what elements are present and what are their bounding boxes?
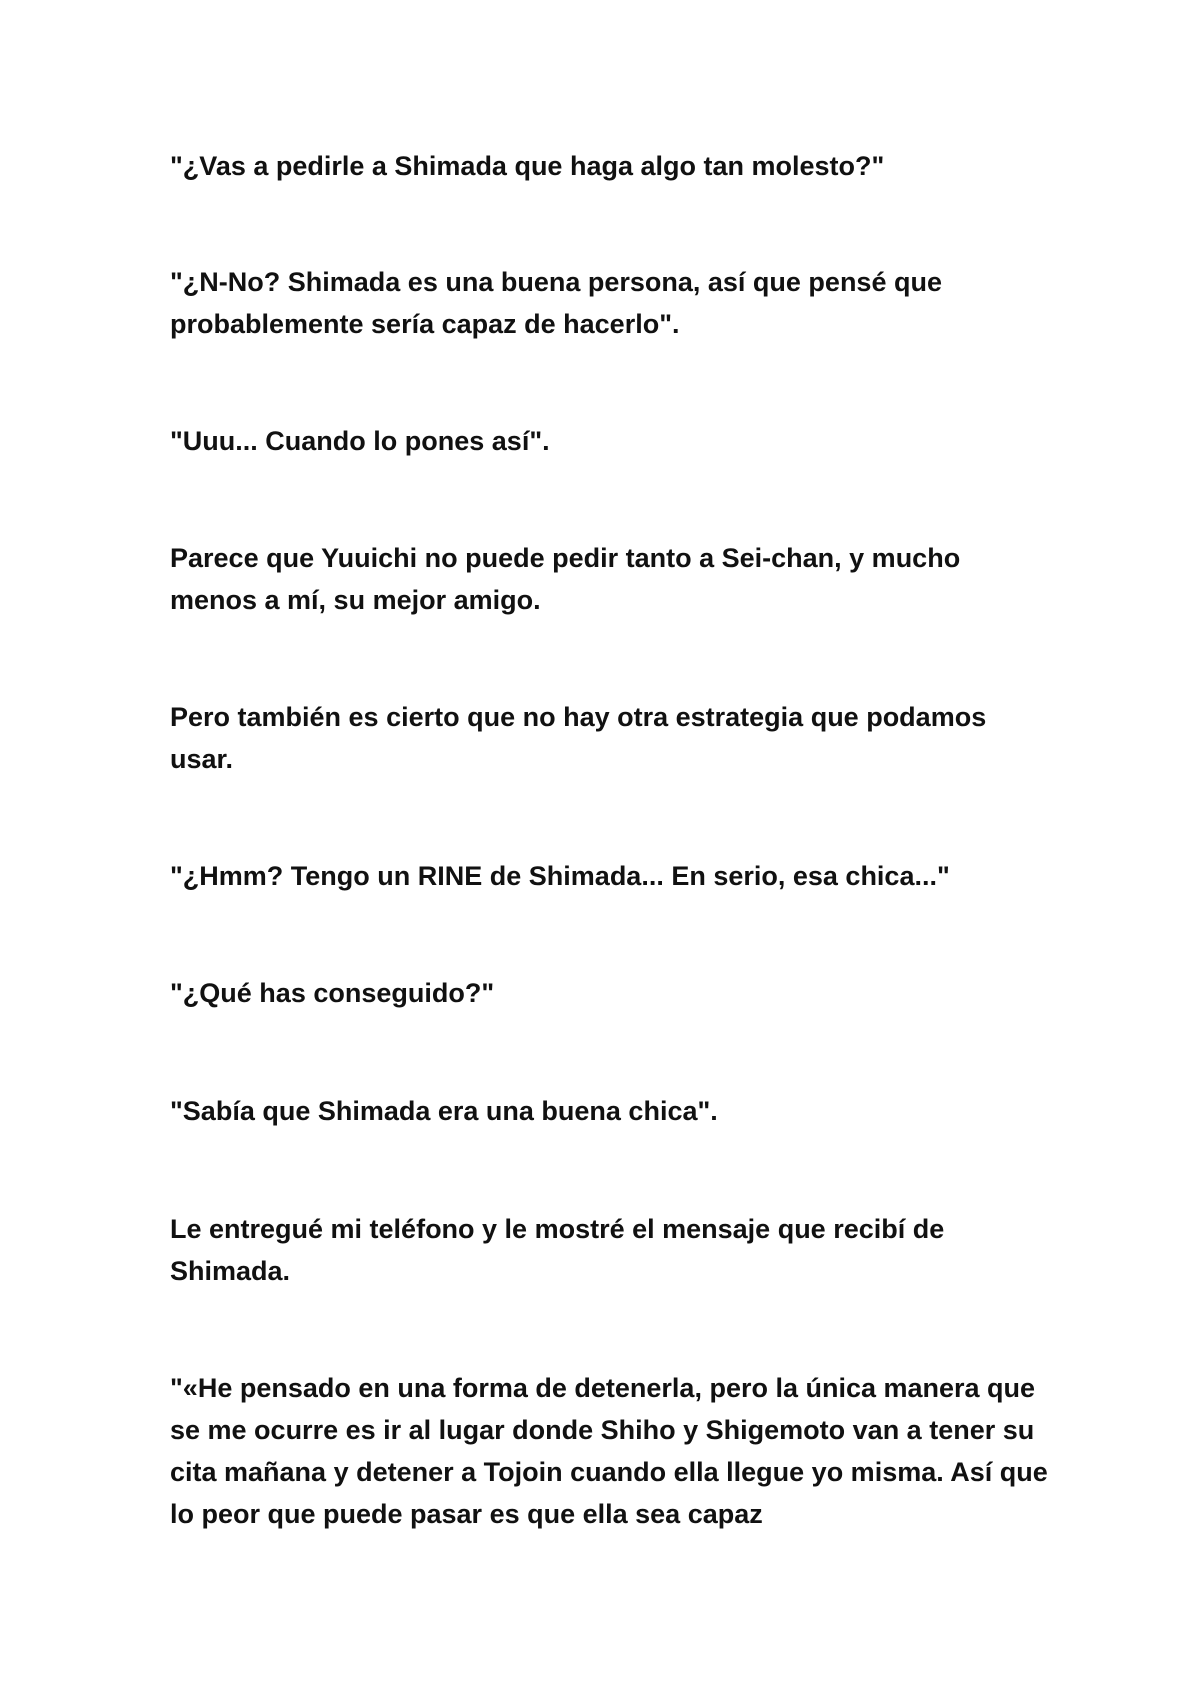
paragraph-2: "¿N-No? Shimada es una buena persona, así que pensé que probablemente sería capaz de hacerlo". bbox=[170, 267, 942, 339]
paragraph-1: "¿Vas a pedirle a Shimada que haga algo tan molesto?" bbox=[170, 151, 885, 181]
paragraph-3: "Uuu... Cuando lo pones así". bbox=[170, 426, 550, 456]
paragraph-9: Le entregué mi teléfono y le mostré el mensaje que recibí de Shimada. bbox=[170, 1214, 945, 1286]
paragraph-7: "¿Qué has conseguido?" bbox=[170, 978, 495, 1008]
paragraph-8: "Sabía que Shimada era una buena chica". bbox=[170, 1096, 718, 1126]
paragraph-10: "«He pensado en una forma de detenerla, pero la única manera que se me ocurre es ir al lugar donde Shiho y Shigemoto van a tener su cita mañana y detener a Tojoin cuando ella llegue yo misma. Así que lo peor que puede pasar es que ella sea capaz bbox=[170, 1373, 1048, 1529]
paragraph-5: Pero también es cierto que no hay otra estrategia que podamos usar. bbox=[170, 702, 987, 774]
paragraph-4: Parece que Yuuichi no puede pedir tanto a Sei-chan, y mucho menos a mí, su mejor amigo. bbox=[170, 543, 961, 615]
paragraph-6: "¿Hmm? Tengo un RINE de Shimada... En serio, esa chica..." bbox=[170, 861, 950, 891]
